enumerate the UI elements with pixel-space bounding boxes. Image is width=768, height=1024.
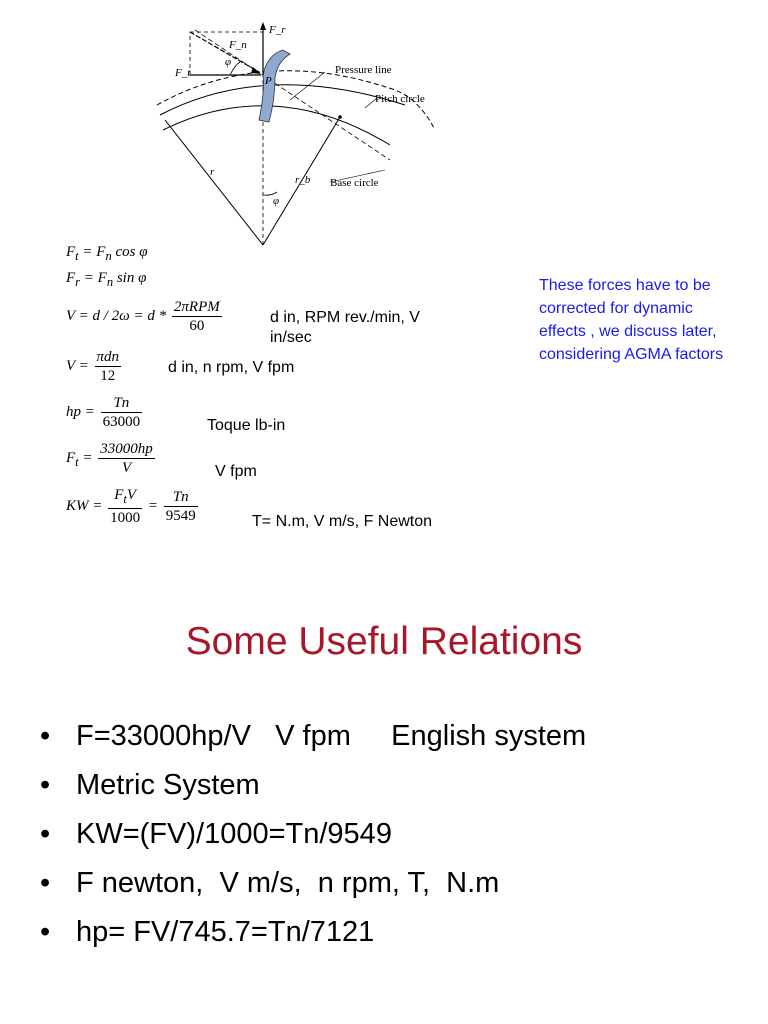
equation-fr: $F_r = F_n$ sin φ — [66, 270, 147, 289]
equation-ft-hp: $F_t$ = $\frac{33000hp}{V}$ — [66, 441, 153, 476]
slide-title: Some Useful Relations — [185, 620, 583, 663]
label-ft: F_t — [175, 67, 191, 79]
side-note: These forces have to be corrected for dynamic effects , we discuss later, considering AGMA factors — [539, 277, 724, 363]
bullet-item: • KW=(FV)/1000=Tn/9549 — [40, 818, 392, 850]
bullet-item: • hp= FV/745.7=Tn/7121 — [40, 916, 375, 948]
base-circle-arc — [163, 106, 390, 145]
fraction-pidn-12: $\frac{\text{πdn}}{12}$ — [96, 349, 120, 384]
note-velocity-fpm: d in, n rpm, V fpm — [168, 359, 295, 376]
bullet-item: • F=33000hp/V V fpm English system — [40, 720, 587, 752]
label-fr: F_r — [269, 24, 286, 36]
bullet-item: • F newton, V m/s, n rpm, T, N.m — [40, 867, 500, 899]
label-base-circle: Base circle — [330, 177, 379, 189]
gear-diagram-svg — [155, 20, 445, 250]
equation-ft: $F_t = F_n$ cos φ — [66, 244, 148, 263]
fr-arrowhead — [260, 22, 266, 30]
label-rb: r_b — [295, 174, 311, 186]
pressure-line-pointer — [290, 72, 325, 100]
fraction-tn-63000: $\frac{Tn}{63000}$ — [102, 395, 141, 430]
label-phi-bottom: φ — [273, 195, 280, 207]
bullet-item: • Metric System — [40, 769, 260, 801]
phi-arc-top — [230, 62, 240, 75]
fraction-33000hp-v: $\frac{33000hp}{V}$ — [100, 441, 153, 476]
label-fn: F_n — [229, 39, 247, 51]
bullet-list — [40, 712, 760, 957]
pitch-circle-arc — [160, 85, 405, 115]
pressure-line — [195, 30, 390, 160]
gear-force-diagram — [155, 20, 445, 250]
gear-tooth — [259, 50, 290, 122]
equation-velocity-fpm: V = $\frac{\text{πdn}}{12}$ — [66, 349, 120, 384]
tangent-point — [338, 115, 342, 119]
radius-r-line — [165, 120, 263, 245]
equation-hp: hp = $\frac{Tn}{63000}$ — [66, 395, 141, 430]
fraction-ftv-1000: $\frac{F_tV}{1000}$ — [110, 487, 141, 526]
note-velocity-rpm: d in, RPM rev./min, V in/sec — [270, 309, 420, 346]
note-si-units: T= N.m, V m/s, F Newton — [252, 513, 433, 530]
label-pressure-line: Pressure line — [335, 64, 392, 76]
label-pitch-circle: Pitch circle — [375, 93, 425, 105]
equation-velocity-rpm: V = d / 2ω = d * $\frac{\text{2πRPM}}{60}$ — [66, 299, 220, 334]
equation-kw: KW = $\frac{F_tV}{1000}$ = $\frac{Tn}{9549}$ — [66, 487, 196, 526]
note-v-fpm: V fpm — [215, 463, 257, 480]
fraction-tn-9549: $\frac{Tn}{9549}$ — [165, 489, 196, 524]
label-p: P — [265, 75, 272, 87]
note-torque: Toque lb-in — [207, 417, 286, 434]
fraction-2pirpm-60: $\frac{\text{2πRPM}}{60}$ — [173, 299, 220, 334]
label-r: r — [210, 166, 215, 178]
label-phi-top: φ — [225, 56, 232, 68]
